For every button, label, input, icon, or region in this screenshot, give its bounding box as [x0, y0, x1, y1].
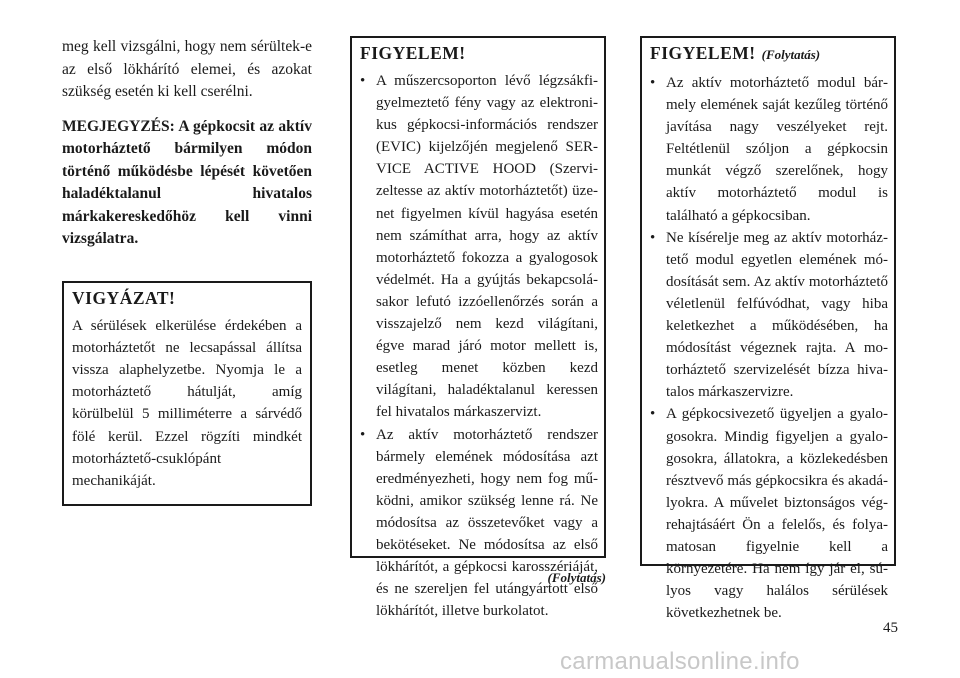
bullet-icon: • [650, 229, 656, 246]
warning-title-text: FIGYELEM! [650, 43, 756, 63]
left-column [62, 36, 312, 506]
warning-list-continued [650, 72, 888, 624]
continued-tag: (Folytatás) [761, 47, 821, 62]
list-item [650, 72, 888, 227]
bullet-icon: • [360, 426, 366, 443]
note-paragraph: MEGJEGYZÉS: A gépkocsit az aktív motorháztető bármilyen módon történő működésbe lépését követően haladéktalanul hivatalos márkakereskedőhöz kell vinni vizsgálatra. [62, 117, 312, 247]
page-number: 45 [883, 620, 898, 636]
continued-label: (Folytatás) [547, 570, 606, 585]
caution-title: VIGYÁZAT! [72, 287, 176, 308]
warning-box-continued [640, 36, 896, 622]
list-item [360, 70, 598, 424]
bullet-icon: • [650, 75, 656, 91]
list-item [360, 424, 598, 623]
list-item [650, 227, 888, 404]
watermark: carmanualsonline.info [560, 648, 800, 675]
list-item [650, 403, 888, 624]
caution-body: A sérülések elkerülése érdekében a motorháztetőt ne lecsapással állítsa vissza alaphelyzetbe. Nyomja le a motorháztető hátulját, amíg körülbelül 5 milliméterre a sárvédő fölé kerül. Ezzel rögzíti mindkét motorháztető-csuklópánt mechanikáját. [72, 317, 302, 489]
list-item-text: Az aktív motorháztető rendszer bármely elemének módosítása azt eredményezheti, hogy nem fog működni, amikor szükség lenne rá. Ne módosítsa az összetevőket vagy a bekötéseket. Ne módosítsa az első lökhárítót, a gépkocsi karosszériáját, és ne szereljen fel utángyártott első lökhárítót, illetve burkolatot. [376, 426, 598, 620]
list-item-text: A műszercsoporton lévő légzsákfigyelmeztető fény vagy az elektronikus gépkocsi-információs rendszer (EVIC) kijelzőjén megjelenő SERVICE ACTIVE HOOD (Szervizeltesse az aktív motorháztetőt) üzenet figyelmen kívül hagyása esetén nem számíthat arra, hogy az aktív motorháztető fokozza a gyalogosok védelmét. Ha a gyújtás bekapcsolásakor lefutó izzóellenőrzés során a visszajelző nem kezd világítani, égve marad járó motor mellett is, esetleg menet közben kezd világítani, haladéktalanul keressen fel hivatalos márkaszervizt. [376, 73, 598, 421]
list-item-text: A gépkocsivezető ügyeljen a gyalogosokra. Mindig figyeljen a gyalogosokra, állatokra, a közlekedésben résztvevő más gépkocsikra és akadályokra. A művelet biztonságos végrehajtásáért Ön a felelős, és folyamatosan figyelnie kell a környezetére. Ha nem így jár el, súlyos vagy halálos sérülések következhetnek be. [666, 406, 888, 622]
intro-paragraph: meg kell vizsgálni, hogy nem sérültek-e az első lökhárító elemei, és azokat szükség esetén ki kell cserélni. [62, 38, 312, 100]
right-column [640, 36, 896, 622]
caution-box [62, 281, 312, 507]
list-item-text: Ne kísérelje meg az aktív motorháztető modul egyetlen elemének módosítását sem. Az aktív motorháztető véletlenül felfúvódhat, vagy hiba keletkezhet a működésében, ha módosítást végeznek rajta. A motorháztető szervizelését bízza hivatalos márkaszervizre. [666, 229, 888, 401]
list-item-text: Az aktív motorháztető modul bármely elemének saját kezűleg történő javítása nagy veszélyeket rejt. Feltétlenül szóljon a gépkocsin munkát végző szerelőnek, hogy aktív motorháztető modul is található a gépkocsiban. [666, 75, 888, 224]
bullet-icon: • [360, 73, 366, 89]
warning-title-continued [650, 42, 888, 66]
warning-title: FIGYELEM! [360, 43, 466, 63]
bullet-icon: • [650, 406, 656, 423]
warning-list [360, 70, 598, 622]
